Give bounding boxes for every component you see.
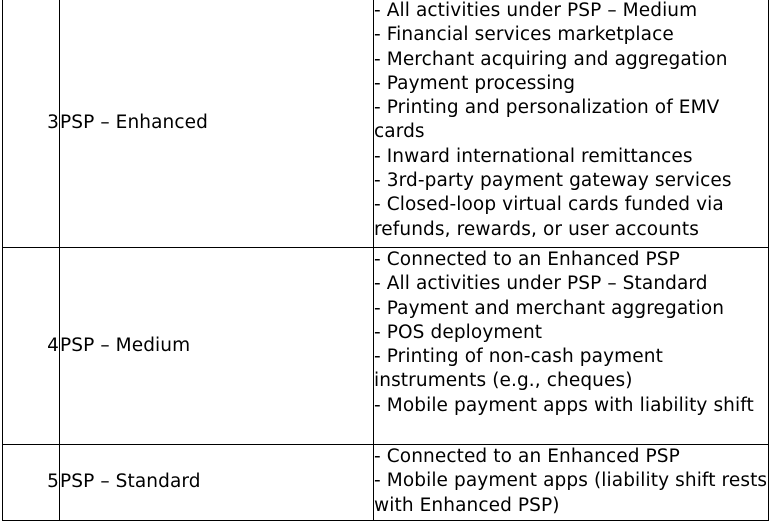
- activities-cell: [374, 445, 769, 521]
- row-number: 5: [3, 445, 60, 521]
- activity-item: - Payment and merchant aggregation: [374, 297, 725, 319]
- psp-category-name: PSP – Enhanced: [60, 0, 374, 248]
- activity-item: - Printing of non-cash payment instruments (e.g., cheques): [374, 346, 663, 392]
- activity-item: - POS deployment: [374, 321, 543, 343]
- activity-item: - Merchant acquiring and aggregation: [374, 48, 728, 70]
- row-number: 4: [3, 248, 60, 445]
- activities-cell: [374, 0, 769, 248]
- activity-item: - All activities under PSP – Medium: [374, 0, 698, 21]
- activity-item: - All activities under PSP – Standard: [374, 273, 708, 295]
- row-number: 3: [3, 0, 60, 248]
- psp-category-name: PSP – Medium: [60, 248, 374, 445]
- table-row: [3, 0, 769, 248]
- activities-cell: [374, 248, 769, 445]
- activity-item: - Printing and personalization of EMV cards: [374, 97, 720, 143]
- activity-item: - Inward international remittances: [374, 145, 693, 167]
- table-row: [3, 248, 769, 445]
- activity-item: - Connected to an Enhanced PSP: [374, 446, 680, 467]
- activity-item: - Financial services marketplace: [374, 24, 674, 46]
- activity-item: - Mobile payment apps (liability shift rests with Enhanced PSP): [374, 470, 768, 516]
- activity-item: - Connected to an Enhanced PSP: [374, 249, 680, 270]
- psp-category-table: [2, 0, 769, 521]
- activity-item: - 3rd-party payment gateway services: [374, 170, 732, 192]
- activity-item: - Mobile payment apps with liability shift: [374, 394, 754, 416]
- psp-category-name: PSP – Standard: [60, 445, 374, 521]
- table-row: [3, 445, 769, 521]
- activity-item: - Payment processing: [374, 72, 576, 94]
- activity-item: - Closed-loop virtual cards funded via refunds, rewards, or user accounts: [374, 194, 724, 240]
